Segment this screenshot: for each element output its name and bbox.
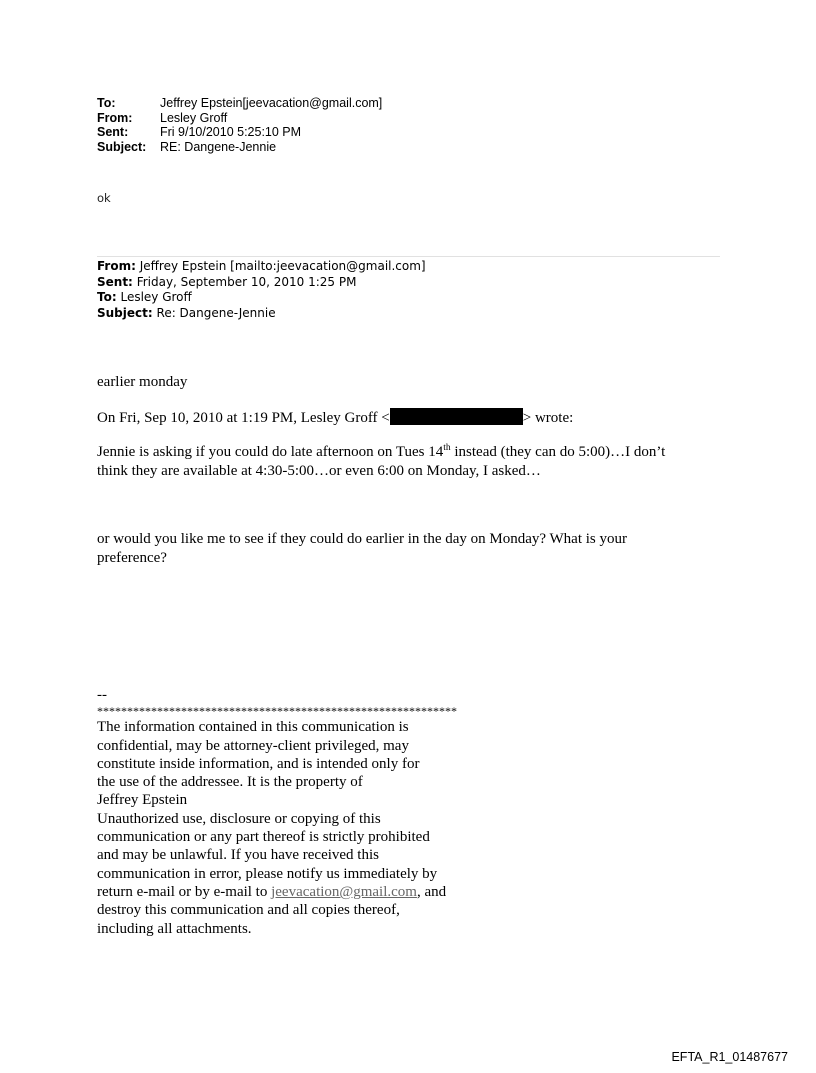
header-from-row <box>97 111 382 126</box>
quoted-from-row <box>97 259 426 275</box>
quoted-header <box>97 259 426 321</box>
paragraph-1-line-2: think they are available at 4:30-5:00…or even 6:00 on Monday, I asked… <box>97 462 541 479</box>
disclaimer-line: confidential, may be attorney-client privileged, may <box>97 737 409 754</box>
to-label: To: <box>97 96 116 110</box>
sent-value: Fri 9/10/2010 5:25:10 PM <box>160 125 302 139</box>
paragraph-2-line-2: preference? <box>97 549 167 566</box>
quoted-from-value: Jeffrey Epstein [mailto:jeevacation@gmail.com] <box>139 259 426 273</box>
paragraph-1-line-1 <box>97 443 665 462</box>
header-to-row <box>97 96 382 111</box>
quoted-subject-label: Subject: <box>97 305 153 320</box>
paragraph-2 <box>97 530 627 567</box>
disclaimer-line: Unauthorized use, disclosure or copying of this <box>97 810 381 827</box>
disclaimer-line: constitute inside information, and is intended only for <box>97 755 420 772</box>
quoted-sent-value: Friday, September 10, 2010 1:25 PM <box>136 274 357 289</box>
email-header <box>97 96 382 154</box>
from-label: From: <box>97 110 133 125</box>
body-line-earlier-monday: earlier monday <box>97 374 188 390</box>
paragraph-1-text-a: Jennie is asking if you could do late afternoon on Tues 14 <box>97 444 444 460</box>
signature-dashes: -- <box>97 687 107 703</box>
redaction-block <box>390 408 523 425</box>
subject-value: RE: Dangene-Jennie <box>160 139 277 154</box>
disclaimer-line-10-start: return e-mail or by e-mail to <box>97 883 272 900</box>
subject-label: Subject: <box>97 139 147 154</box>
star-separator: ************************************************************ <box>97 704 457 719</box>
to-value: Jeffrey Epstein[jeevacation@gmail.com] <box>160 96 383 110</box>
disclaimer-line: The information contained in this communication is <box>97 719 409 736</box>
attribution-start: On Fri, Sep 10, 2010 at 1:19 PM, Lesley Groff < <box>97 410 390 426</box>
ordinal-superscript: th <box>443 443 451 453</box>
quote-divider <box>97 256 720 257</box>
attribution-line <box>97 408 573 427</box>
quoted-to-label: To: <box>97 290 117 304</box>
header-sent-row <box>97 125 382 140</box>
quoted-subject-value: Re: Dangene-Jennie <box>156 305 276 320</box>
sent-label: Sent: <box>97 125 129 139</box>
quoted-sent-row <box>97 275 426 291</box>
disclaimer-line: and may be unlawful. If you have received this <box>97 847 379 864</box>
disclaimer-line-10-end: , and <box>416 883 447 900</box>
disclaimer <box>97 686 457 938</box>
document-id: EFTA_R1_01487677 <box>671 1050 788 1064</box>
disclaimer-line: the use of the addressee. It is the property of <box>97 774 363 791</box>
quoted-from-label: From: <box>97 259 136 273</box>
header-subject-row <box>97 140 382 155</box>
disclaimer-line: including all attachments. <box>97 920 252 937</box>
quoted-to-row <box>97 290 426 306</box>
paragraph-1-text-b: instead (they can do 5:00)…I don’t <box>450 444 666 460</box>
disclaimer-line-with-link <box>97 883 457 901</box>
email-link[interactable]: jeevacation@gmail.com <box>271 883 417 900</box>
quoted-to-value: Lesley Groff <box>120 290 192 304</box>
paragraph-2-line-1: or would you like me to see if they could do earlier in the day on Monday? What is your <box>97 531 628 547</box>
quoted-subject-row <box>97 306 426 322</box>
paragraph-1 <box>97 443 665 480</box>
quoted-sent-label: Sent: <box>97 274 133 289</box>
disclaimer-line: Jeffrey Epstein <box>97 792 188 809</box>
disclaimer-line: destroy this communication and all copies thereof, <box>97 902 400 919</box>
reply-body: ok <box>97 191 111 205</box>
from-value: Lesley Groff <box>160 110 228 125</box>
disclaimer-line: communication in error, please notify us immediately by <box>97 865 438 882</box>
attribution-end: > wrote: <box>522 410 574 426</box>
disclaimer-line: communication or any part thereof is strictly prohibited <box>97 829 430 846</box>
